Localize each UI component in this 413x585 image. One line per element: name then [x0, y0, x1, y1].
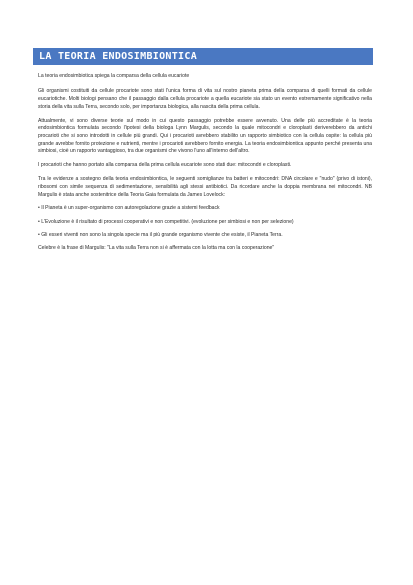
margulis-quote: Celebre è la frase di Margulis: "La vita sulla Terra non si è affermata con la lotta ma con la cooperazione"	[38, 245, 275, 251]
bullet-planet-earth: • Gli esseri viventi non sono la singola specie ma il più grande organismo vivente che esiste, il Pianeta Terra.	[38, 231, 283, 238]
paragraph-theories: Attualmente, vi sono diverse teorie sul modo in cui questo passaggio potrebbe essere avvenuto. Una delle più accreditate è la teoria endosimbiontica formulata secondo l'ipotesi della biologa Lynn Margulis, secondo la quale mitocondri e cloroplasti deriverebbero da antichi procarioti che si sono introdotti in cellule più grandi. Qui i procarioti avrebbero stabilito un rapporto simbiotico con la cellula ospite: la cellula più grande avrebbe fornito protezione e nutrienti, mentre i procarioti avrebbero fornito energia. La teoria endosimbiontica appunto perché presenta una simbiosi, cioè un rapporto vantaggioso, tra due organismi che vivono l'uno all'interno dell'altro.	[38, 117, 372, 155]
document-body	[38, 73, 372, 259]
bullet-evolution: • L'Evoluzione è il risultato di processi cooperativi e non competitivi. (evoluzione per simbiosi e non per selezione)	[38, 218, 294, 225]
paragraph-prokaryotes: Gli organismi costituiti da cellule procariote sono stati l'unica forma di vita sul nostro pianeta prima della comparsa di quelli formati da cellule eucariotiche. Molti biologi pensano che il passaggio dalla cellula procariote a quella eucariote sia stato un evento estremamente significativo nella storia della vita sulla Terra, secondo solo, per importanza biologica, alla nascita della prima cellula.	[38, 88, 372, 110]
bullet-superorganism: • Il Pianeta è un super-organismo con autoregolazione grazie a sistemi feedback	[38, 205, 220, 212]
paragraph-evidence: Tra le evidenze a sostegno della teoria endosimbiontica, le seguenti somiglianze tra batteri e mitocondri: DNA circolare e "nudo" (privo di istoni), ribosomi con simile sequenza di sedimentazione, sensibilità agli stessi antibiotici. Da ricordare anche la doppia membrana nei mitocondri. NB Margulis è stata anche sostenitrice della Teoria Gaia formulata da James Lovelock:	[38, 176, 372, 198]
page-title: LA TEORIA ENDOSIMBIONTICA	[33, 48, 373, 65]
paragraph-two-prokaryotes: I procarioti che hanno portato alla comparsa della prima cellula eucariote sono stati due: mitocondri e cloroplasti.	[38, 162, 292, 169]
intro-line: La teoria endosimbiotica spiega la comparsa della cellula eucariote	[38, 73, 190, 79]
